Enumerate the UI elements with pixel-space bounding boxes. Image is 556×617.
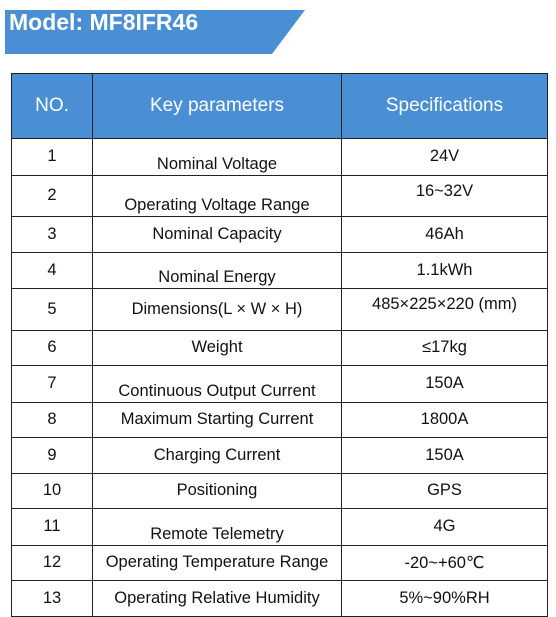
row-number: 9 <box>12 438 93 474</box>
table-row <box>12 366 548 403</box>
row-parameter: Remote Telemetry <box>93 509 342 546</box>
row-specification: -20~+60℃ <box>342 545 548 581</box>
table-row <box>12 289 548 331</box>
table-row <box>12 581 548 617</box>
row-parameter: Operating Temperature Range <box>93 545 342 581</box>
row-specification: 4G <box>342 509 548 546</box>
header-key-parameters: Key parameters <box>93 74 342 139</box>
row-parameter: Charging Current <box>93 438 342 474</box>
row-specification: 150A <box>342 366 548 403</box>
row-number: 3 <box>12 217 93 253</box>
table-row <box>12 438 548 474</box>
row-parameter: Dimensions(L × W × H) <box>93 289 342 331</box>
row-number: 7 <box>12 366 93 403</box>
row-specification: 1.1kWh <box>342 252 548 289</box>
row-parameter: Nominal Energy <box>93 252 342 289</box>
row-number: 11 <box>12 509 93 546</box>
row-parameter: Nominal Capacity <box>93 217 342 253</box>
row-number: 1 <box>12 139 93 176</box>
row-parameter: Positioning <box>93 473 342 509</box>
row-specification: GPS <box>342 473 548 509</box>
row-parameter: Maximum Starting Current <box>93 402 342 438</box>
table-row <box>12 402 548 438</box>
row-specification: 150A <box>342 438 548 474</box>
header-specifications: Specifications <box>342 74 548 139</box>
table-row <box>12 545 548 581</box>
row-parameter: Operating Voltage Range <box>93 175 342 217</box>
row-number: 6 <box>12 330 93 366</box>
row-specification: 5%~90%RH <box>342 581 548 617</box>
row-specification: ≤17kg <box>342 330 548 366</box>
row-number: 5 <box>12 289 93 331</box>
row-number: 4 <box>12 252 93 289</box>
row-specification: 24V <box>342 139 548 176</box>
row-parameter: Continuous Output Current <box>93 366 342 403</box>
table-row <box>12 330 548 366</box>
table-row <box>12 217 548 253</box>
row-number: 8 <box>12 402 93 438</box>
row-specification: 16~32V <box>342 175 548 217</box>
header-no: NO. <box>12 74 93 139</box>
row-parameter: Nominal Voltage <box>93 139 342 176</box>
row-number: 2 <box>12 175 93 217</box>
row-specification: 1800A <box>342 402 548 438</box>
row-specification: 485×225×220 (mm) <box>342 289 548 331</box>
row-specification: 46Ah <box>342 217 548 253</box>
row-parameter: Weight <box>93 330 342 366</box>
row-number: 13 <box>12 581 93 617</box>
table-row <box>12 509 548 546</box>
table-row <box>12 139 548 176</box>
page-title: Model: MF8IFR46 <box>9 9 199 35</box>
row-number: 12 <box>12 545 93 581</box>
table-row <box>12 252 548 289</box>
table-row <box>12 175 548 217</box>
row-number: 10 <box>12 473 93 509</box>
spec-table <box>11 73 548 617</box>
table-header-row <box>12 74 548 139</box>
row-parameter: Operating Relative Humidity <box>93 581 342 617</box>
table-row <box>12 473 548 509</box>
